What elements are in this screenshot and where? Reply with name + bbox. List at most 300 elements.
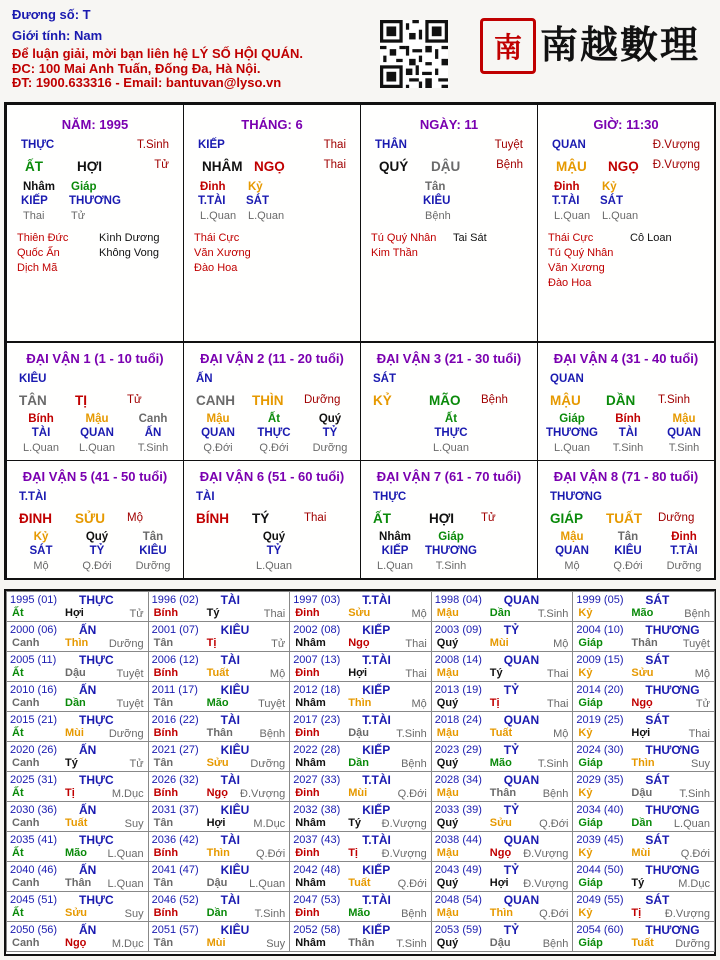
address-line: ĐC: 100 Mai Anh Tuấn, Đống Đa, Hà Nội. xyxy=(12,60,261,76)
dv-can: CANH xyxy=(196,393,235,408)
star-right: Không Vong xyxy=(99,247,159,259)
year-ten-god: QUAN xyxy=(503,833,540,847)
year-can: Canh xyxy=(12,937,40,949)
year-ten-god: TÀI xyxy=(220,713,240,727)
year-can: Mậu xyxy=(436,607,459,619)
year-label: 2019 (25) xyxy=(576,714,624,726)
year-ten-god: SÁT xyxy=(645,773,670,787)
year-label: 2031 (37) xyxy=(151,804,199,816)
dv-can: TÂN xyxy=(19,393,47,408)
star-left: Thiên Đức xyxy=(17,232,69,244)
year-ten-god: KIÊU xyxy=(220,743,250,757)
year-stage: Dưỡng xyxy=(108,728,144,740)
dv-hidden-stem: Giáp xyxy=(559,413,585,425)
dai-van-cell xyxy=(6,460,184,579)
year-can: Đinh xyxy=(295,727,320,739)
can-text: QUÝ xyxy=(379,159,409,174)
year-stage: Bệnh xyxy=(542,938,569,950)
dai-van-title: ĐẠI VẬN 3 (21 - 30 tuổi) xyxy=(376,351,522,366)
dv-hidden-stage: T.Sinh xyxy=(435,560,467,572)
year-can: Canh xyxy=(12,697,40,709)
dv-ten-god: SÁT xyxy=(373,373,396,385)
year-stage: Q.Đới xyxy=(397,788,427,800)
year-stage: Suy xyxy=(124,908,144,920)
year-ten-god: THỰC xyxy=(79,593,114,607)
star-row xyxy=(194,246,354,261)
dv-hidden-god: ẤN xyxy=(144,427,162,439)
year-can: Ất xyxy=(12,727,24,739)
stars-list xyxy=(17,231,177,276)
dv-ten-god: TÀI xyxy=(196,491,215,503)
dv-hidden-god: KIÊU xyxy=(614,545,642,557)
year-stage: Thai xyxy=(688,728,710,740)
year-stage: Tuyệt xyxy=(258,698,286,710)
pillar-cell xyxy=(360,104,538,342)
year-stage: Q.Đới xyxy=(397,878,427,890)
hidden-ten-god: KIẾP xyxy=(21,195,48,207)
year-ten-god: SÁT xyxy=(645,653,670,667)
hidden-stage: Bệnh xyxy=(425,210,451,222)
year-stage: Thai xyxy=(546,698,569,710)
dai-van-cell xyxy=(6,342,184,461)
year-can: Mậu xyxy=(436,847,459,859)
dv-hidden-stage: Mộ xyxy=(564,560,580,572)
year-label: 2011 (17) xyxy=(151,684,198,696)
year-stage: Mộ xyxy=(553,728,569,740)
dv-ten-god: THƯƠNG xyxy=(550,491,602,503)
year-cell xyxy=(289,621,432,652)
year-chi: Ngọ xyxy=(631,697,653,709)
year-chi: Mão xyxy=(348,907,371,919)
year-ten-god: ẤN xyxy=(79,803,97,817)
year-stage: Tử xyxy=(271,638,286,650)
dv-hidden-stage: L.Quan xyxy=(376,560,414,572)
hidden-stage: L.Quan xyxy=(248,210,285,222)
year-chi: Mão xyxy=(489,757,512,769)
year-label: 1999 (05) xyxy=(576,594,624,606)
year-stage: Thai xyxy=(263,608,286,620)
year-label: 2039 (45) xyxy=(576,834,624,846)
year-can: Nhâm xyxy=(295,637,326,649)
dv-hidden-stage: Q.Đới xyxy=(203,442,233,454)
year-stage: Đ.Vượng xyxy=(381,818,427,830)
dai-van-cell xyxy=(537,342,715,461)
year-ten-god: TÀI xyxy=(220,893,240,907)
dv-stage: T.Sinh xyxy=(658,394,690,406)
seal-stamp-icon: 南 xyxy=(480,18,536,74)
dv-hidden-stem: Quý xyxy=(318,413,342,425)
year-can: Ất xyxy=(12,787,24,799)
year-can: Tân xyxy=(153,817,174,829)
year-cell xyxy=(431,651,574,682)
year-can: Bính xyxy=(153,787,179,799)
dv-hidden-stem: Quý xyxy=(262,531,286,543)
year-can: Mậu xyxy=(436,787,459,799)
year-chi: Tý xyxy=(631,877,645,889)
dv-chi: HỢI xyxy=(429,511,455,526)
year-can: Tân xyxy=(153,637,174,649)
year-label: 2042 (48) xyxy=(293,864,341,876)
year-cell xyxy=(289,681,432,712)
year-can: Ất xyxy=(12,907,24,919)
year-label: 2037 (43) xyxy=(293,834,341,846)
year-stage: Thai xyxy=(546,668,569,680)
dv-hidden-stage: T.Sinh xyxy=(668,442,700,454)
pillar-title: NĂM: 1995 xyxy=(61,117,129,132)
year-label: 2046 (52) xyxy=(151,894,199,906)
year-cell xyxy=(289,771,432,802)
year-can: Đinh xyxy=(295,847,320,859)
year-label: 2030 (36) xyxy=(10,804,58,816)
year-label: 2014 (20) xyxy=(576,684,624,696)
year-cell xyxy=(6,621,149,652)
year-can: Bính xyxy=(153,907,179,919)
year-ten-god: KIÊU xyxy=(220,923,250,937)
year-label: 2013 (19) xyxy=(434,684,482,696)
year-chi: Hợi xyxy=(348,667,368,679)
year-can: Canh xyxy=(12,637,40,649)
year-cell xyxy=(148,651,291,682)
year-ten-god: KIÊU xyxy=(220,623,250,637)
year-can: Kỷ xyxy=(578,727,593,739)
year-cell xyxy=(431,711,574,742)
year-ten-god: QUAN xyxy=(503,713,540,727)
year-stage: Đ.Vượng xyxy=(240,788,286,800)
dv-ten-god: T.TÀI xyxy=(19,491,47,503)
year-label: 2020 (26) xyxy=(10,744,58,756)
year-can: Ất xyxy=(12,667,24,679)
hidden-stage: L.Quan xyxy=(200,210,237,222)
dv-hidden-stem: Tân xyxy=(617,531,639,543)
year-stage: Bệnh xyxy=(684,608,710,620)
year-chi: Tý xyxy=(206,607,220,619)
year-cell xyxy=(289,801,432,832)
year-can: Đinh xyxy=(295,907,320,919)
dv-hidden-stem: Ất xyxy=(444,413,458,425)
year-cell xyxy=(431,861,574,892)
hidden-stem: Nhâm xyxy=(23,181,55,193)
year-chi: Hợi xyxy=(489,877,509,889)
year-stage: Bệnh xyxy=(401,758,427,770)
annual-luck-grid xyxy=(4,589,716,956)
dv-hidden-god: THƯƠNG xyxy=(425,545,477,557)
year-chi: Dần xyxy=(206,907,228,919)
star-left: Đào Hoa xyxy=(548,277,592,289)
year-chi: Mùi xyxy=(206,937,226,949)
year-cell xyxy=(6,891,149,922)
year-can: Nhâm xyxy=(295,817,326,829)
year-label: 1998 (04) xyxy=(434,594,482,606)
year-cell xyxy=(431,741,574,772)
dv-chi: THÌN xyxy=(252,393,284,408)
dv-can: GIÁP xyxy=(550,511,584,526)
year-label: 2029 (35) xyxy=(576,774,624,786)
year-can: Bính xyxy=(153,847,179,859)
dv-chi: MÃO xyxy=(429,393,461,408)
year-can: Kỷ xyxy=(578,667,593,679)
year-can: Canh xyxy=(12,877,40,889)
year-cell xyxy=(572,771,715,802)
dv-hidden-god: THỰC xyxy=(434,427,468,439)
dv-can: KỶ xyxy=(373,393,392,408)
dai-van-cell xyxy=(183,460,361,579)
year-stage: L.Quan xyxy=(249,878,286,890)
year-chi: Thân xyxy=(489,787,517,799)
year-ten-god: TỶ xyxy=(503,683,520,697)
year-label: 2052 (58) xyxy=(293,924,341,936)
year-stage: Q.Đới xyxy=(680,848,710,860)
stars-list xyxy=(548,231,708,291)
year-chi: Mão xyxy=(206,697,229,709)
year-chi: Hợi xyxy=(65,607,84,619)
dv-hidden-stage: L.Quan xyxy=(432,442,470,454)
year-ten-god: KIẾP xyxy=(362,623,391,637)
year-cell xyxy=(431,681,574,712)
year-chi: Mão xyxy=(631,607,654,619)
year-chi: Dậu xyxy=(489,937,511,949)
year-chi: Thân xyxy=(65,877,92,889)
year-cell xyxy=(6,771,149,802)
hidden-stem: Đinh xyxy=(554,181,580,193)
year-stage: Tuyệt xyxy=(116,668,144,680)
year-stage: Q.Đới xyxy=(539,818,569,830)
year-chi: Thân xyxy=(348,937,375,949)
gender-label: Giới tính: xyxy=(12,27,71,43)
year-ten-god: T.TÀI xyxy=(362,773,391,787)
dv-hidden-god: TỶ xyxy=(322,427,338,439)
year-ten-god: T.TÀI xyxy=(362,593,391,607)
year-ten-god: ẤN xyxy=(79,623,97,637)
year-chi: Tị xyxy=(348,847,358,859)
year-label: 2051 (57) xyxy=(151,924,199,936)
year-ten-god: SÁT xyxy=(645,833,670,847)
year-can: Nhâm xyxy=(295,937,326,949)
year-ten-god: THƯƠNG xyxy=(645,923,700,937)
year-stage: L.Quan xyxy=(107,848,144,860)
ten-god-top: QUAN xyxy=(552,139,586,151)
year-can: Quý xyxy=(436,937,459,949)
year-label: 2041 (47) xyxy=(151,864,199,876)
year-chi: Ngọ xyxy=(206,787,228,799)
dv-hidden-god: QUAN xyxy=(555,545,589,557)
year-ten-god: THƯƠNG xyxy=(645,683,700,697)
pillar-cell xyxy=(537,104,715,342)
hidden-stage: L.Quan xyxy=(554,210,591,222)
dv-hidden-stage: L.Quan xyxy=(255,560,293,572)
year-can: Bính xyxy=(153,727,179,739)
year-stage: Dưỡng xyxy=(108,638,144,650)
year-stage: Thai xyxy=(405,668,427,680)
dv-hidden-stage: L.Quan xyxy=(78,442,116,454)
year-can: Mậu xyxy=(436,907,459,919)
year-ten-god: ẤN xyxy=(79,683,97,697)
year-ten-god: KIÊU xyxy=(220,803,250,817)
year-ten-god: TÀI xyxy=(220,593,240,607)
year-can: Canh xyxy=(12,757,40,769)
year-chi: Dần xyxy=(631,817,653,829)
year-stage: T.Sinh xyxy=(396,938,427,950)
year-label: 2018 (24) xyxy=(434,714,482,726)
dv-hidden-god: KIÊU xyxy=(139,545,167,557)
year-stage: L.Quan xyxy=(107,878,144,890)
ten-god-top: THÂN xyxy=(375,139,407,151)
year-stage: Bệnh xyxy=(542,788,569,800)
year-cell xyxy=(289,921,432,952)
year-ten-god: KIÊU xyxy=(220,683,250,697)
star-row xyxy=(548,246,708,261)
year-stage: Đ.Vượng xyxy=(381,848,427,860)
year-stage: Tuyệt xyxy=(116,698,144,710)
year-stage: T.Sinh xyxy=(537,758,569,770)
year-cell xyxy=(289,741,432,772)
year-chi: Dần xyxy=(65,697,86,709)
star-right: Kình Dương xyxy=(99,232,160,244)
dv-chi: DẦN xyxy=(606,393,636,408)
year-can: Giáp xyxy=(578,877,603,889)
pillar-title: THÁNG: 6 xyxy=(241,117,303,132)
dv-can: MẬU xyxy=(550,393,581,408)
year-ten-god: T.TÀI xyxy=(362,893,391,907)
year-ten-god: THƯƠNG xyxy=(645,623,700,637)
star-left: Đào Hoa xyxy=(194,262,238,274)
year-cell xyxy=(572,801,715,832)
year-chi: Sửu xyxy=(489,817,512,829)
year-chi: Tuất xyxy=(65,817,88,829)
year-stage: Suy xyxy=(691,758,710,770)
year-label: 2054 (60) xyxy=(576,924,624,936)
year-label: 2043 (49) xyxy=(434,864,482,876)
dv-hidden-stage: L.Quan xyxy=(22,442,60,454)
year-ten-god: THỰC xyxy=(79,773,114,787)
year-stage: Suy xyxy=(266,938,286,950)
year-cell xyxy=(148,831,291,862)
can-text: MẬU xyxy=(556,159,587,174)
year-can: Tân xyxy=(153,877,174,889)
star-left: Thái Cực xyxy=(548,232,594,244)
year-chi: Dậu xyxy=(65,667,86,679)
dv-hidden-stage: Q.Đới xyxy=(613,560,643,572)
year-stage: Q.Đới xyxy=(255,848,286,860)
contact-line: Để luận giải, mời bạn liên hệ LÝ SỐ HỘI QUÁN. xyxy=(12,46,303,61)
year-ten-god: KIẾP xyxy=(362,863,391,877)
year-cell xyxy=(572,591,715,622)
dai-van-title: ĐẠI VẬN 1 (1 - 10 tuổi) xyxy=(26,351,164,366)
star-left: Văn Xương xyxy=(548,262,605,274)
year-ten-god: TỶ xyxy=(503,743,520,757)
hidden-ten-god: SÁT xyxy=(600,195,623,207)
chi-text: HỢI xyxy=(77,159,103,174)
hidden-stem: Giáp xyxy=(71,181,97,193)
year-cell xyxy=(6,921,149,952)
year-cell xyxy=(431,591,574,622)
dv-chi: TỊ xyxy=(75,393,87,408)
gender-value: Nam xyxy=(73,27,103,43)
year-label: 1997 (03) xyxy=(293,594,341,606)
year-chi: Tý xyxy=(65,757,78,769)
dv-stage: Bệnh xyxy=(481,394,508,406)
year-label: 2036 (42) xyxy=(151,834,199,846)
year-ten-god: T.TÀI xyxy=(362,713,391,727)
chi-text: NGỌ xyxy=(608,159,639,174)
phone-email-line: ĐT: 1900.633316 - Email: bantuvan@lyso.vn xyxy=(12,75,282,90)
year-chi: Tý xyxy=(489,667,503,679)
star-row xyxy=(371,246,531,261)
dv-hidden-stem: Canh xyxy=(138,413,168,425)
chi-text: DẬU xyxy=(431,159,461,174)
year-can: Bính xyxy=(153,607,179,619)
year-ten-god: THƯƠNG xyxy=(645,743,700,757)
stage-top: Đ.Vượng xyxy=(652,139,700,151)
year-can: Giáp xyxy=(578,817,603,829)
year-chi: Tý xyxy=(348,817,362,829)
dv-hidden-stem: Ất xyxy=(267,413,281,425)
year-cell xyxy=(289,891,432,922)
qr-code-icon[interactable] xyxy=(380,20,448,88)
year-label: 2024 (30) xyxy=(576,744,624,756)
year-cell xyxy=(148,681,291,712)
hidden-ten-god: T.TÀI xyxy=(198,195,226,207)
year-cell xyxy=(6,711,149,742)
year-cell xyxy=(6,651,149,682)
year-label: 2000 (06) xyxy=(10,624,58,636)
year-ten-god: TỶ xyxy=(503,923,520,937)
hidden-ten-god: THƯƠNG xyxy=(69,195,121,207)
year-cell xyxy=(289,831,432,862)
year-chi: Dậu xyxy=(206,877,228,889)
year-label: 2009 (15) xyxy=(576,654,624,666)
hidden-ten-god: KIÊU xyxy=(423,195,451,207)
year-cell xyxy=(289,651,432,682)
year-stage: Tử xyxy=(129,608,144,620)
year-cell xyxy=(431,831,574,862)
dv-hidden-stem: Mậu xyxy=(206,413,230,425)
year-can: Nhâm xyxy=(295,757,326,769)
dv-stage: Dưỡng xyxy=(658,512,695,524)
year-label: 2017 (23) xyxy=(293,714,341,726)
year-label: 2010 (16) xyxy=(10,684,58,696)
year-label: 2033 (39) xyxy=(434,804,482,816)
year-stage: Q.Đới xyxy=(539,908,569,920)
hidden-stage: Thai xyxy=(23,210,45,222)
dv-hidden-stem: Mậu xyxy=(85,413,109,425)
dv-stage: Thai xyxy=(304,512,327,524)
year-ten-god: T.TÀI xyxy=(362,833,391,847)
so-value: T xyxy=(82,7,91,22)
year-ten-god: SÁT xyxy=(645,713,670,727)
dv-hidden-stem: Đinh xyxy=(671,531,697,543)
hidden-stem: Kỷ xyxy=(248,181,263,193)
pillar-cell xyxy=(183,104,361,342)
year-label: 2040 (46) xyxy=(10,864,58,876)
star-row xyxy=(17,246,177,261)
dv-hidden-stage: Q.Đới xyxy=(259,442,289,454)
year-stage: Đ.Vượng xyxy=(523,848,569,860)
year-ten-god: ẤN xyxy=(79,923,97,937)
pillar-cell xyxy=(6,104,184,342)
year-ten-god: THỰC xyxy=(79,893,114,907)
year-chi: Thân xyxy=(631,637,658,649)
dv-hidden-stage: Q.Đới xyxy=(82,560,112,572)
year-cell xyxy=(148,621,291,652)
year-ten-god: QUAN xyxy=(503,653,540,667)
star-row xyxy=(194,231,354,246)
year-cell xyxy=(148,711,291,742)
year-can: Quý xyxy=(436,697,459,709)
year-can: Kỷ xyxy=(578,607,593,619)
year-can: Canh xyxy=(12,817,40,829)
year-stage: Tuyệt xyxy=(682,638,710,650)
brand-logo: 南越數理 xyxy=(540,22,701,67)
